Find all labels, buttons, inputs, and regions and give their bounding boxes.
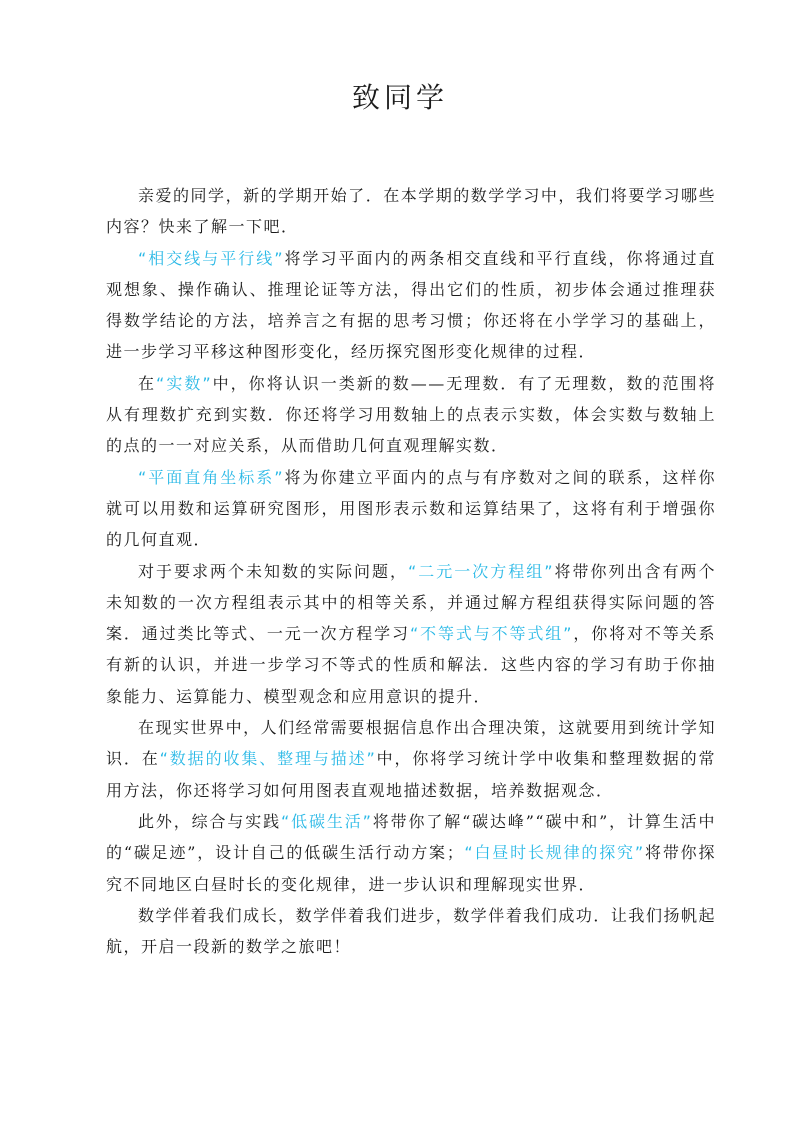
- chapter-title-highlight: “实数”: [156, 373, 213, 393]
- paragraph: [106, 243, 716, 368]
- letter-body: [106, 180, 716, 962]
- paragraph-text: 对于要求两个未知数的实际问题，: [138, 561, 408, 581]
- chapter-title-highlight: “数据的收集、整理与描述”: [159, 749, 377, 769]
- chapter-title-highlight: “白昼时长规律的探究”: [464, 843, 645, 863]
- chapter-title-highlight: “低碳生活”: [280, 811, 373, 831]
- paragraph: [106, 900, 716, 963]
- page-title: 致同学: [351, 81, 448, 114]
- paragraph: [106, 462, 716, 556]
- paragraph: [106, 180, 716, 243]
- chapter-title-highlight: “不等式与不等式组”: [409, 624, 573, 644]
- paragraph: [106, 556, 716, 712]
- chapter-title-highlight: “平面直角坐标系”: [138, 467, 285, 487]
- paragraph-text: 将带你列出含有两个未知数的一次方程组表示其中的相等关系，并通过解方程组获得实际问题的答案．通过类比等式、一元一次方程学习: [106, 561, 716, 644]
- paragraph: [106, 712, 716, 806]
- chapter-title-highlight: “二元一次方程组”: [407, 561, 555, 581]
- paragraph-text: 在现实世界中，人们经常需要根据信息作出合理决策，这就要用到统计学知识．在: [106, 718, 716, 769]
- paragraph: [106, 806, 716, 900]
- paragraph-text: 将带你了解“碳达峰”“碳中和”，计算生活中的“碳足迹”，设计自己的低碳生活行动方案；: [106, 811, 716, 863]
- paragraph-text: 将带你探究不同地区白昼时长的变化规律，进一步认识和理解现实世界．: [106, 843, 716, 894]
- paragraph-text: 将学习平面内的两条相交直线和平行直线，你将通过直观想象、操作确认、推理论证等方法，得出它们的性质，初步体会通过推理获得数学结论的方法，培养言之有据的思考习惯；你还将在小学学习的基础上，进一步学习平移这种图形变化，经历探究图形变化规律的过程．: [106, 248, 716, 362]
- paragraph-text: 在: [138, 373, 157, 393]
- paragraph-text: 数学伴着我们成长，数学伴着我们进步，数学伴着我们成功．让我们扬帆起航，开启一段新的数学之旅吧！: [106, 905, 716, 957]
- paragraph: [106, 368, 716, 462]
- paragraph-text: 将为你建立平面内的点与有序数对之间的联系，这样你就可以用数和运算研究图形，用图形表示数和运算结果了，这将有利于增强你的几何直观．: [106, 467, 716, 550]
- paragraph-text: 中，你将学习统计学中收集和整理数据的常用方法，你还将学习如何用图表直观地描述数据，培养数据观念．: [106, 749, 716, 800]
- paragraph-text: ，你将对不等关系有新的认识，并进一步学习不等式的性质和解法．这些内容的学习有助于你抽象能力、运算能力、模型观念和应用意识的提升．: [106, 624, 716, 706]
- paragraph-text: 亲爱的同学，新的学期开始了．在本学期的数学学习中，我们将要学习哪些内容？快来了解一下吧．: [106, 186, 716, 237]
- chapter-title-highlight: “相交线与平行线”: [138, 248, 285, 268]
- paragraph-text: 中，你将认识一类新的数——无理数．有了无理数，数的范围将从有理数扩充到实数．你还将学习用数轴上的点表示实数，体会实数与数轴上的点的一一对应关系，从而借助几何直观理解实数．: [106, 373, 716, 456]
- paragraph-text: 此外，综合与实践: [138, 811, 281, 831]
